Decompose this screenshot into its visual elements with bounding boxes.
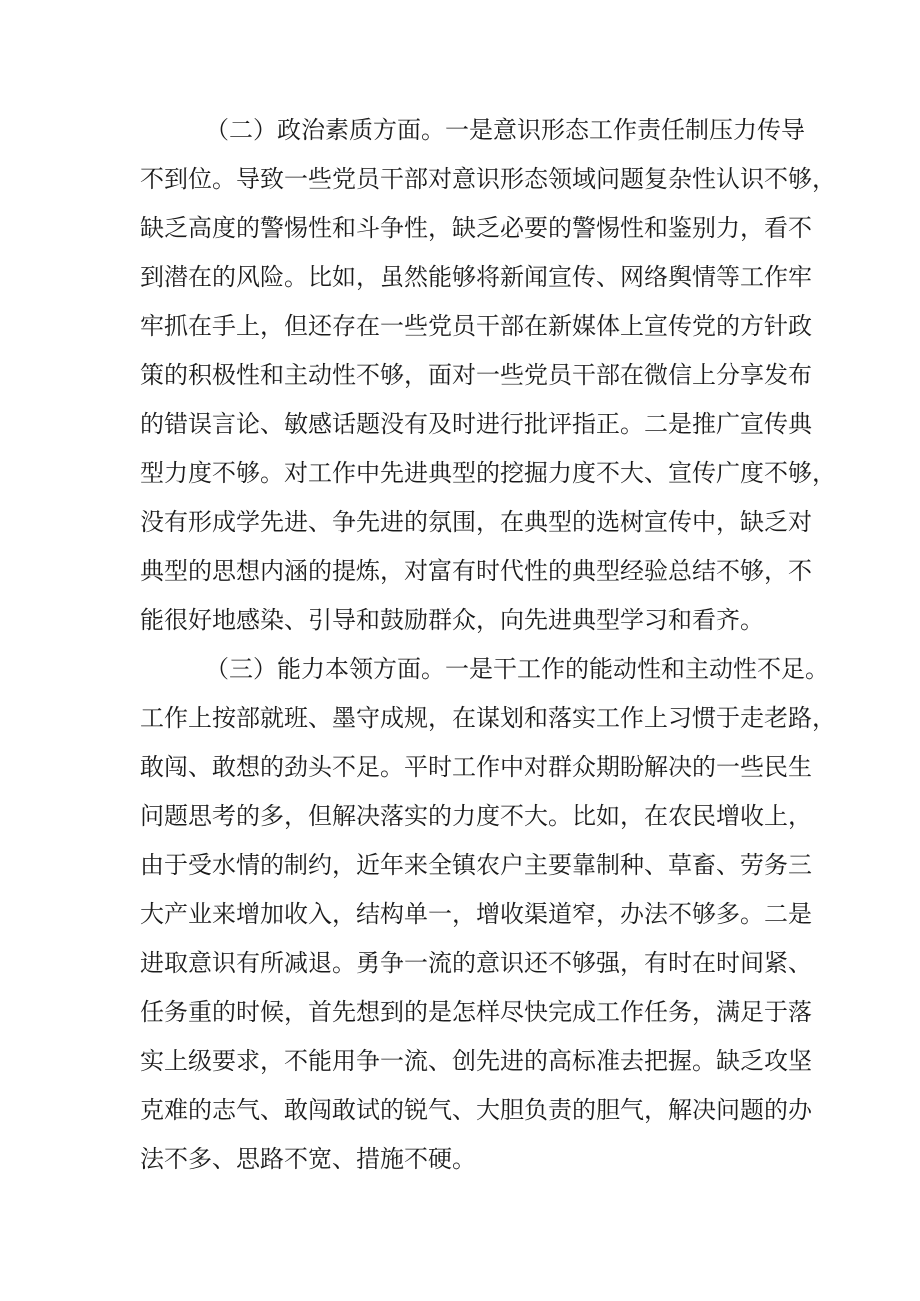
paragraph-line: 不到位。导致一些党员干部对意识形态领域问题复杂性认识不够， xyxy=(140,165,836,193)
paragraph-line: 进取意识有所减退。勇争一流的意识还不够强，有时在时间紧、 xyxy=(140,949,812,977)
paragraph-line: 策的积极性和主动性不够，面对一些党员干部在微信上分享发布 xyxy=(140,361,812,389)
paragraph-line: 型力度不够。对工作中先进典型的挖掘力度不大、宣传广度不够， xyxy=(140,459,836,487)
paragraph-line: 牢抓在手上，但还存在一些党员干部在新媒体上宣传党的方针政 xyxy=(140,312,812,340)
paragraph-line: （二）政治素质方面。一是意识形态工作责任制压力传导 xyxy=(205,116,805,144)
paragraph-line: 由于受水情的制约，近年来全镇农户主要靠制种、草畜、劳务三 xyxy=(140,851,812,879)
paragraph-line: 能很好地感染、引导和鼓励群众，向先进典型学习和看齐。 xyxy=(140,606,764,634)
paragraph-line: 任务重的时候，首先想到的是怎样尽快完成工作任务，满足于落 xyxy=(140,998,812,1026)
paragraph-line: 大产业来增加收入，结构单一，增收渠道窄，办法不够多。二是 xyxy=(140,900,812,928)
paragraph-line: 到潜在的风险。比如，虽然能够将新闻宣传、网络舆情等工作牢 xyxy=(140,263,812,291)
paragraph-line: 缺乏高度的警惕性和斗争性，缺乏必要的警惕性和鉴别力，看不 xyxy=(140,214,812,242)
paragraph-line: 敢闯、敢想的劲头不足。平时工作中对群众期盼解决的一些民生 xyxy=(140,753,812,781)
paragraph-line: 问题思考的多，但解决落实的力度不大。比如，在农民增收上， xyxy=(140,802,812,830)
paragraph-line: 工作上按部就班、墨守成规，在谋划和落实工作上习惯于走老路， xyxy=(140,704,836,732)
paragraph-line: 典型的思想内涵的提炼，对富有时代性的典型经验总结不够，不 xyxy=(140,557,812,585)
paragraph-line: 没有形成学先进、争先进的氛围，在典型的选树宣传中，缺乏对 xyxy=(140,508,812,536)
paragraph-line: 法不多、思路不宽、措施不硬。 xyxy=(140,1145,476,1173)
paragraph-line: 实上级要求，不能用争一流、创先进的高标准去把握。缺乏攻坚 xyxy=(140,1047,812,1075)
paragraph-line: 克难的志气、敢闯敢试的锐气、大胆负责的胆气，解决问题的办 xyxy=(140,1096,812,1124)
paragraph-line: （三）能力本领方面。一是干工作的能动性和主动性不足。 xyxy=(205,655,829,683)
paragraph-line: 的错误言论、敏感话题没有及时进行批评指正。二是推广宣传典 xyxy=(140,410,812,438)
